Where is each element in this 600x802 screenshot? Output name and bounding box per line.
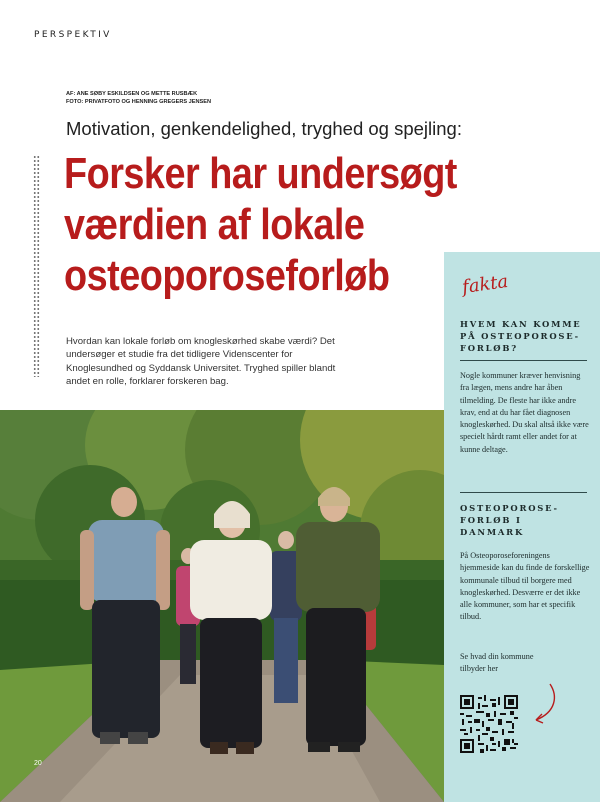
headline	[64, 148, 460, 301]
article-photo	[0, 410, 444, 802]
author-credit: AF: ANE SØBY ESKILDSEN OG METTE RUSBÆK	[66, 91, 198, 97]
dotted-rule	[33, 155, 40, 377]
qr-code-icon[interactable]	[460, 695, 518, 753]
headline-line-1: Forsker har undersøgt	[64, 149, 457, 198]
page-number: 20	[34, 760, 42, 767]
headline-line-3: osteoporoseforløb	[64, 251, 390, 300]
fact-heading-2: OSTEOPOROSE-FORLØB I DANMARK	[460, 503, 559, 537]
fact-divider-1	[460, 360, 587, 361]
fact-heading-1: HVEM KAN KOMME PÅ OSTEOPOROSE-FORLØB?	[460, 319, 582, 353]
photo-credit: FOTO: PRIVATFOTO OG HENNING GREGERS JENSEN	[66, 99, 212, 105]
fact-text-3: Se hvad din kommune tilbyder her	[460, 652, 534, 674]
kicker: Motivation, genkendelighed, tryghed og spejling:	[66, 118, 462, 139]
fact-divider-2	[460, 492, 587, 493]
fact-text-2: På Osteoporoseforeningens hjemmeside kan du finde de forskellige kommunale tilbud til borgere med knogleskørhed. Desværre er det ikke alle kommuner, som har et specifik tilbud.	[460, 551, 590, 622]
fact-text-1: Nogle kommuner kræver henvisning fra lægen, mens andre har åben tilmelding. De fleste har ikke andre krav, end at du har fået diagnosen knogleskørhed. Du skal altså ikke være specielt hårdt ramt eller andet for at kunne deltage.	[460, 371, 589, 454]
headline-line-2: værdien af lokale	[64, 200, 365, 249]
curved-arrow-icon	[530, 682, 558, 726]
section-label: PERSPEKTIV	[34, 30, 112, 40]
lead-paragraph: Hvordan kan lokale forløb om knogleskørhed skabe værdi? Det undersøger et studie fra det tidligere Videnscenter for Knoglesundhed og Syddansk Universitet. Tryghed spiller blandt andet en rolle, forklarer forskeren bag.	[66, 335, 336, 388]
fact-box-label: fakta	[460, 270, 510, 299]
fact-box	[444, 252, 600, 802]
credits	[66, 90, 211, 106]
